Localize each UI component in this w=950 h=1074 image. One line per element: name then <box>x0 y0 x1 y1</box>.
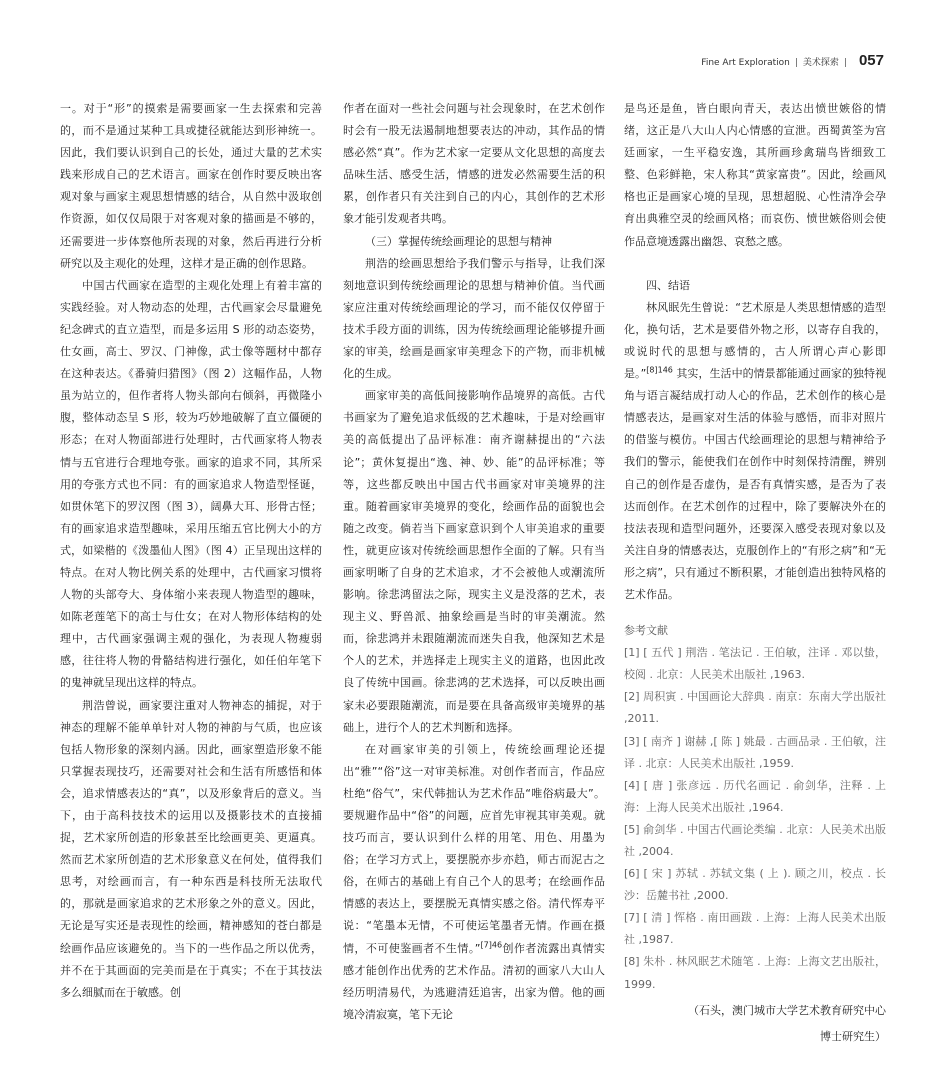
reference-item: [6] [ 宋 ] 苏轼 . 苏轼文集 ( 上 ). 顾之川，校点 . 长沙：岳麓书社 ,2000. <box>624 867 886 903</box>
paragraph-text: 林风眠先生曾说：“艺术原是人类思想情感的造型化，换句话，艺术是要借外物之形，以寄存自我的，或说时代的思想与感情的，古人所谓心声心影即是。” <box>624 300 886 381</box>
paragraph: 一。对于“形”的摸索是需要画家一生去探索和完善的，而不是通过某种工具或捷径就能达到形神统一。因此，我们要认识到自己的长处，通过大量的艺术实践来形成自己的艺术语言。画家在创作时要反映出客观对象与画家主观思想情感的结合，从自然中汲取创作资源，如仅仅局限于对客观对象的描画是不够的，还需要进一步体察他所表现的对象，然后再进行分析研究以及主观化的处理，这样才是正确的创作思路。 <box>60 102 322 270</box>
references-title: 参考文献 <box>624 624 668 638</box>
paragraph: 作者在面对一些社会问题与社会现象时，在艺术创作时会有一股无法遏制地想要表达的冲动，其作品的情感必然“真”。作为艺术家一定要从文化思想的高度去品味生活、感受生活，情感的迸发必然需要生活的积累，创作者只有关注到自己的内心，其创作的艺术形象才能引发观者共鸣。 <box>343 102 605 226</box>
reference-item: [3] [ 南齐 ] 谢赫 ,[ 陈 ] 姚最 . 古画品录 . 王伯敏，注译 . 北京：人民美术出版社 ,1959. <box>624 734 886 770</box>
text-column-1 <box>60 98 322 1004</box>
citation-ref: [7]46 <box>480 939 503 949</box>
header-separator: | <box>843 58 847 68</box>
author-affiliation: （石头，澳门城市大学艺术教育研究中心 <box>688 1003 886 1017</box>
reference-item: [2] 周积寅 . 中国画论大辞典 . 南京：东南大学出版社 ,2011. <box>624 690 886 726</box>
text-column-3 <box>624 98 886 1048</box>
running-header <box>701 52 884 69</box>
section-heading: （三）掌握传统绘画理论的思想与精神 <box>365 234 552 248</box>
author-affiliation-line2: 博士研究生） <box>820 1029 886 1043</box>
paragraph: 是鸟还是鱼，皆白眼向青天，表达出愤世嫉俗的情绪，这正是八大山人内心情感的宣泄。西蜀黄筌为宫廷画家，一生平稳安逸，其所画珍禽瑞鸟皆细致工整、色彩鲜艳，宋人称其“黄家富贵”。因此，绘画风格也正是画家心境的呈现，思想超脱、心性清净会孕育出典雅空灵的绘画风格；而哀伤、愤世嫉俗则会使作品意境透露出幽怨、哀愁之感。 <box>624 102 886 248</box>
header-separator: | <box>794 58 798 68</box>
paragraph <box>343 739 605 1026</box>
paragraph: 画家审美的高低间接影响作品境界的高低。古代书画家为了避免追求低级的艺术趣味，于是对绘画审美的高低提出了品评标准：南齐谢赫提出的“六法论”；黄休复提出“逸、神、妙、能”的品评标准；等等，这些都反映出中国古代书画家对审美境界的注重。随着画家审美境界的变化，绘画作品的面貌也会随之改变。倘若当下画家意识到个人审美追求的重要性，就更应该对传统绘画思想作全面的了解。只有当画家明晰了自身的艺术追求，才不会被他人或潮流所影响。徐悲鸿留法之际，现实主义是没落的艺术，表现主义、野兽派、抽象绘画是当时的审美潮流。然而，徐悲鸿并未跟随潮流而迷失自我，他深知艺术是个人的艺术，并选择走上现实主义的道路，也因此改良了传统中国画。徐悲鸿的艺术选择，可以反映出画家未必要跟随潮流，而是要在具备高级审美境界的基础上，进行个人的艺术判断和选择。 <box>343 389 605 734</box>
text-column-2 <box>343 98 605 1026</box>
reference-item: [7] [ 清 ] 恽格 . 南田画跋 . 上海：上海人民美术出版社 ,1987. <box>624 911 886 947</box>
citation-ref: [8]146 <box>646 365 673 375</box>
paragraph <box>624 297 886 606</box>
reference-item: [8] 朱朴 . 林风眠艺术随笔 . 上海：上海文艺出版社，1999. <box>624 955 886 991</box>
reference-item: [5] 俞剑华 . 中国古代画论类编 . 北京：人民美术出版社 ,2004. <box>624 822 886 858</box>
section-heading: 四、结语 <box>646 278 690 292</box>
journal-title-cn: 美术探索 <box>802 58 839 68</box>
paragraph-text: 其实，生活中的情景都能通过画家的独特视角与语言凝结成打动人心的作品，艺术创作的核心是情感表达，是画家对生活的体验与感悟，而非对照片的借鉴与模仿。中国古代绘画理论的思想与精神给予我们的警示，能使我们在创作中时刻保持清醒，辨别自己的创作是否虚伪，是否有真情实感，是否为了表达而创作。在艺术创作的过程中，除了要解决外在的技法表现和造型问题外，还要深入感受表现对象以及关注自身的情感表达，克服创作上的“有形之病”和“无形之病”，只有通过不断积累，才能创造出独特风格的艺术作品。 <box>624 367 886 601</box>
reference-item: [1] [ 五代 ] 荆浩 . 笔法记 . 王伯敏，注译 . 邓以蛰，校阅 . 北京：人民美术出版社 ,1963. <box>624 646 886 682</box>
paragraph: 荆浩曾说，画家要注重对人物神态的捕捉，对于神态的理解不能单单针对人物的神韵与气质，也应该包括人物形象的深刻内涵。因此，画家塑造形象不能只掌握表现技巧，还需要对社会和生活有所感悟和体会，追求情感表达的“真”，以及形象背后的意义。当下，由于高科技技术的运用以及摄影技术的直接捕捉，艺术家所创造的形象甚至比绘画更美、更逼真。然而艺术家所创造的艺术形象意义在何处，值得我们思考，对绘画而言，有一种东西是科技所无法取代的，那就是画家追求的艺术形象之外的意义。因此，无论是写实还是表现性的绘画，精神感知的苍白都是绘画作品应该避免的。当下的一些作品之所以优秀，并不在于其画面的完美而是在于真实；不在于其技法多么细腻而在于敏感。创 <box>60 698 322 999</box>
paragraph-text: 在对画家审美的引领上，传统绘画理论还提出“雅”“俗”这一对审美标准。对创作者而言，作品应杜绝“俗气”，宋代韩拙认为艺术作品“唯俗病最大”。要规避作品中“俗”的问题，应首先审视其审美观。就技巧而言，要认识到什么样的用笔、用色、用墨为俗；在学习方式上，要摆脱亦步亦趋，师古而泥古之俗，在师古的基础上有自己个人的思考；在绘画作品情感的表达上，要摆脱无真情实感之俗。清代恽寿平说：“笔墨本无情，不可使运笔墨者无情。作画在摄情，不可使鉴画者不生情。” <box>343 742 605 955</box>
reference-item: [4] [ 唐 ] 张彦远 . 历代名画记 . 俞剑华，注释 . 上海：上海人民美术出版社 ,1964. <box>624 778 886 814</box>
journal-title-en: Fine Art Exploration <box>701 58 790 68</box>
page-number: 057 <box>858 52 884 69</box>
paragraph-text: 创作者流露出真情实感才能创作出优秀的艺术作品。清初的画家八大山人经历明清易代，为逃避清廷追害，出家为僧。他的画境冷清寂寞，笔下无论 <box>343 941 606 1021</box>
paragraph: 中国古代画家在造型的主观化处理上有着丰富的实践经验。对人物动态的处理，古代画家会尽量避免纪念碑式的直立造型，而是多运用 S 形的动态姿势，仕女画，高士、罗汉、门神像，武士像等题材中都存在这种表达。《番骑归猎图》（图 2）这幅作品，人物虽为站立的，但作者将人物头部向右倾斜，再微隆小腹，整体动态呈 S 形，较为巧妙地破解了直立僵硬的形态；在对人物面部进行处理时，古代画家将人物表情与五官进行合理地夸张。画家的追求不同，其所采用的夸张方式也不同：有的画家追求人物造型怪诞，如贯休笔下的罗汉图（图 3），阔鼻大耳、形骨古怪；有的画家追求造型趣味，采用压缩五官比例大小的方式，如梁楷的《泼墨仙人图》（图 4）正呈现出这样的特点。在对人物比例关系的处理中，古代画家习惯将人物的头部夸大、身体缩小来表现人物造型的趣味，如陈老莲笔下的高士与仕女；在对人物形体结构的处理中，古代画家强调主观的强化，为表现人物瘦弱感，往往将人物的骨骼结构进行强化，如任伯年笔下的鬼神就呈现出这样的特点。 <box>60 278 322 690</box>
paragraph: 荆浩的绘画思想给予我们警示与指导，让我们深刻地意识到传统绘画理论的思想与精神价值。当代画家应注重对传统绘画理论的学习，而不能仅仅停留于技术手段方面的训练，因为传统绘画理论能够提升画家的审美，绘画是画家审美理念下的产物，而非机械化的生成。 <box>343 256 605 381</box>
